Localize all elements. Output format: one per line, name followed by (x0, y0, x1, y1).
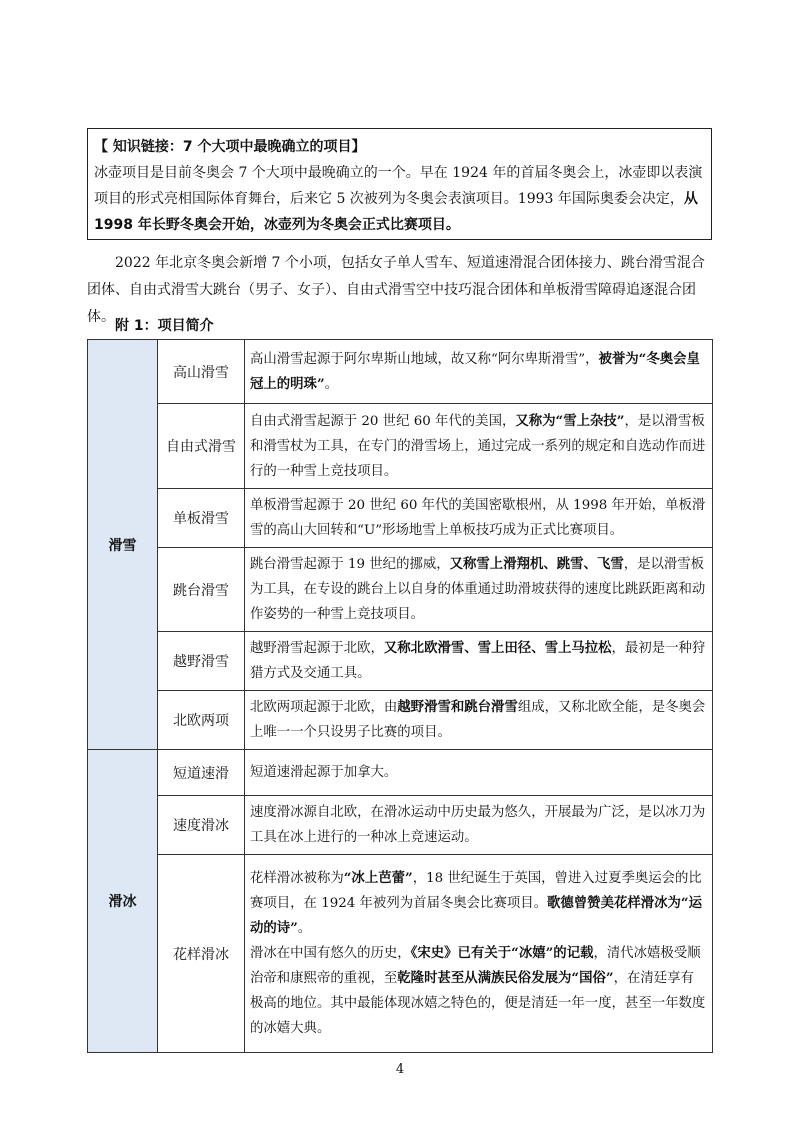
emphasis-text: 歌德曾赞美花样滑冰为“运动的诗” (250, 895, 703, 936)
emphasis-text: 被誉为“冬奥会皇冠上的明珠” (250, 350, 700, 392)
description-paragraph (250, 636, 707, 686)
emphasis-text: 又称北欧滑雪、雪上田径、雪上马拉松 (383, 640, 612, 656)
description-paragraph (250, 695, 707, 745)
emphasis-text: “冰上芭蕾” (343, 870, 413, 886)
item-name-cell: 自由式滑雪 (158, 404, 245, 489)
item-description-cell (245, 632, 713, 691)
description-paragraph (250, 941, 707, 1041)
description-text: ，18 世纪诞生于英国，曾进入过夏季奥运会的比赛项目，在 1924 年被列为首届冬奥会比赛项目。 (250, 871, 702, 911)
sport-items-table (87, 339, 713, 1053)
table-row (88, 750, 713, 796)
description-text: 高山滑雪起源于阿尔卑斯山地域，故又称“阿尔卑斯滑雪”， (250, 351, 599, 367)
item-name-cell: 越野滑雪 (158, 632, 245, 691)
description-paragraph (250, 552, 707, 627)
knowledge-box-body (94, 160, 705, 238)
table-row (88, 340, 713, 404)
table-row (88, 632, 713, 691)
table-row (88, 404, 713, 489)
description-text: 速度滑冰源自北欧，在滑冰运动中历史最为悠久，开展最为广泛，是以冰刀为工具在冰上进行的一种冰上竞速运动。 (250, 805, 706, 845)
description-text: 短道速滑起源于加拿大。 (250, 765, 398, 780)
item-description-cell (245, 796, 713, 855)
category-cell: 滑冰 (88, 750, 158, 1053)
intro-paragraph: 2022 年北京冬奥会新增 7 个小项，包括女子单人雪车、短道速滑混合团体接力、跳台滑雪混合团体、自由式滑雪大跳台（男子、女子）、自由式滑雪空中技巧混合团体和单板滑雪障碍追逐混合团体。 (87, 255, 705, 325)
item-name-cell: 速度滑冰 (158, 796, 245, 855)
description-text: 自由式滑雪起源于 20 世纪 60 年代的美国， (250, 413, 516, 429)
item-description-cell (245, 489, 713, 548)
table-row (88, 548, 713, 632)
item-name-cell: 跳台滑雪 (158, 548, 245, 632)
item-name-cell: 短道速滑 (158, 750, 245, 796)
emphasis-text: 《宋史》已有关于“冰嬉”的记载 (410, 945, 594, 961)
table-row (88, 796, 713, 855)
description-text: 。 (297, 921, 312, 936)
description-text: 跳台滑雪起源于 19 世纪的挪威， (250, 557, 450, 572)
emphasis-text: 乾隆时甚至从满族民俗发展为“国俗” (397, 970, 614, 986)
description-text: 单板滑雪起源于 20 世纪 60 年代的美国密歇根州，从 1998 年开始，单板滑雪的高山大回转和“U”形场地雪上单板技巧成为正式比赛项目。 (250, 498, 706, 538)
item-name-cell: 北欧两项 (158, 691, 245, 750)
item-name-cell: 高山滑雪 (158, 340, 245, 404)
knowledge-box-bold-text: 从 1998 年长野冬奥会开始，冰壶列为冬奥会正式比赛项目。 (94, 191, 698, 233)
table-row (88, 489, 713, 548)
description-text: ，清代冰嬉极受顺治帝和康熙帝的重视，至 (250, 946, 701, 986)
description-text: ，是以滑雪板为工具，在专设的跳台上以自身的体重通过助滑坡获得的速度比跳跃距离和动作姿势的一种雪上竞技项目。 (250, 557, 706, 622)
emphasis-text: 越野滑雪和跳台滑雪 (397, 699, 518, 715)
description-text: 组成，又称北欧全能，是冬奥会上唯一一个只设男子比赛的项目。 (250, 700, 706, 740)
description-text: 滑冰在中国有悠久的历史， (250, 946, 411, 961)
table-row (88, 855, 713, 1053)
description-text: ，最初是一种狩猎方式及交通工具。 (250, 641, 706, 681)
description-text: ，是以滑雪板和滑雪杖为工具，在专门的滑雪场上，通过完成一系列的规定和自选动作而进行的一种雪上竞技项目。 (250, 413, 706, 479)
knowledge-box-title: 【 知识链接：7 个大项中最晚确立的项目】 (94, 139, 366, 155)
emphasis-text: 又称雪上滑翔机、跳雪、飞雪 (449, 556, 624, 572)
description-paragraph (250, 409, 707, 484)
item-description-cell (245, 548, 713, 632)
item-description-cell (245, 340, 713, 404)
description-text: 。 (324, 376, 339, 392)
item-description-cell (245, 750, 713, 796)
category-cell: 滑雪 (88, 340, 158, 750)
emphasis-text: 又称为“雪上杂技” (515, 412, 625, 429)
description-paragraph (250, 493, 707, 543)
description-text: 越野滑雪起源于北欧， (250, 641, 384, 656)
page-number: 4 (395, 1062, 405, 1077)
knowledge-box-text: 冰壶项目是目前冬奥会 7 个大项中最晚确立的一个。早在 1924 年的首届冬奥会上，冰壶即以表演项目的形式亮相国际体育舞台，后来它 5 次被列为冬奥会表演项目。1993 年国际奥委会决定， (94, 165, 703, 207)
description-text: ，在清廷享有极高的地位。其中最能体现冰嬉之特色的，便是清廷一年一度，甚至一年数度的冰嬉大典。 (250, 971, 706, 1036)
item-name-cell: 单板滑雪 (158, 489, 245, 548)
table-row (88, 691, 713, 750)
appendix-title: 附 1：项目简介 (115, 318, 214, 334)
description-paragraph (250, 760, 707, 785)
description-paragraph (250, 800, 707, 850)
description-paragraph (250, 866, 707, 941)
description-text: 花样滑冰被称为 (250, 871, 344, 886)
knowledge-box (87, 128, 712, 240)
item-name-cell: 花样滑冰 (158, 855, 245, 1053)
description-paragraph (250, 347, 707, 397)
item-description-cell (245, 691, 713, 750)
item-description-cell (245, 404, 713, 489)
item-description-cell (245, 855, 713, 1053)
description-text: 北欧两项起源于北欧，由 (250, 700, 398, 715)
